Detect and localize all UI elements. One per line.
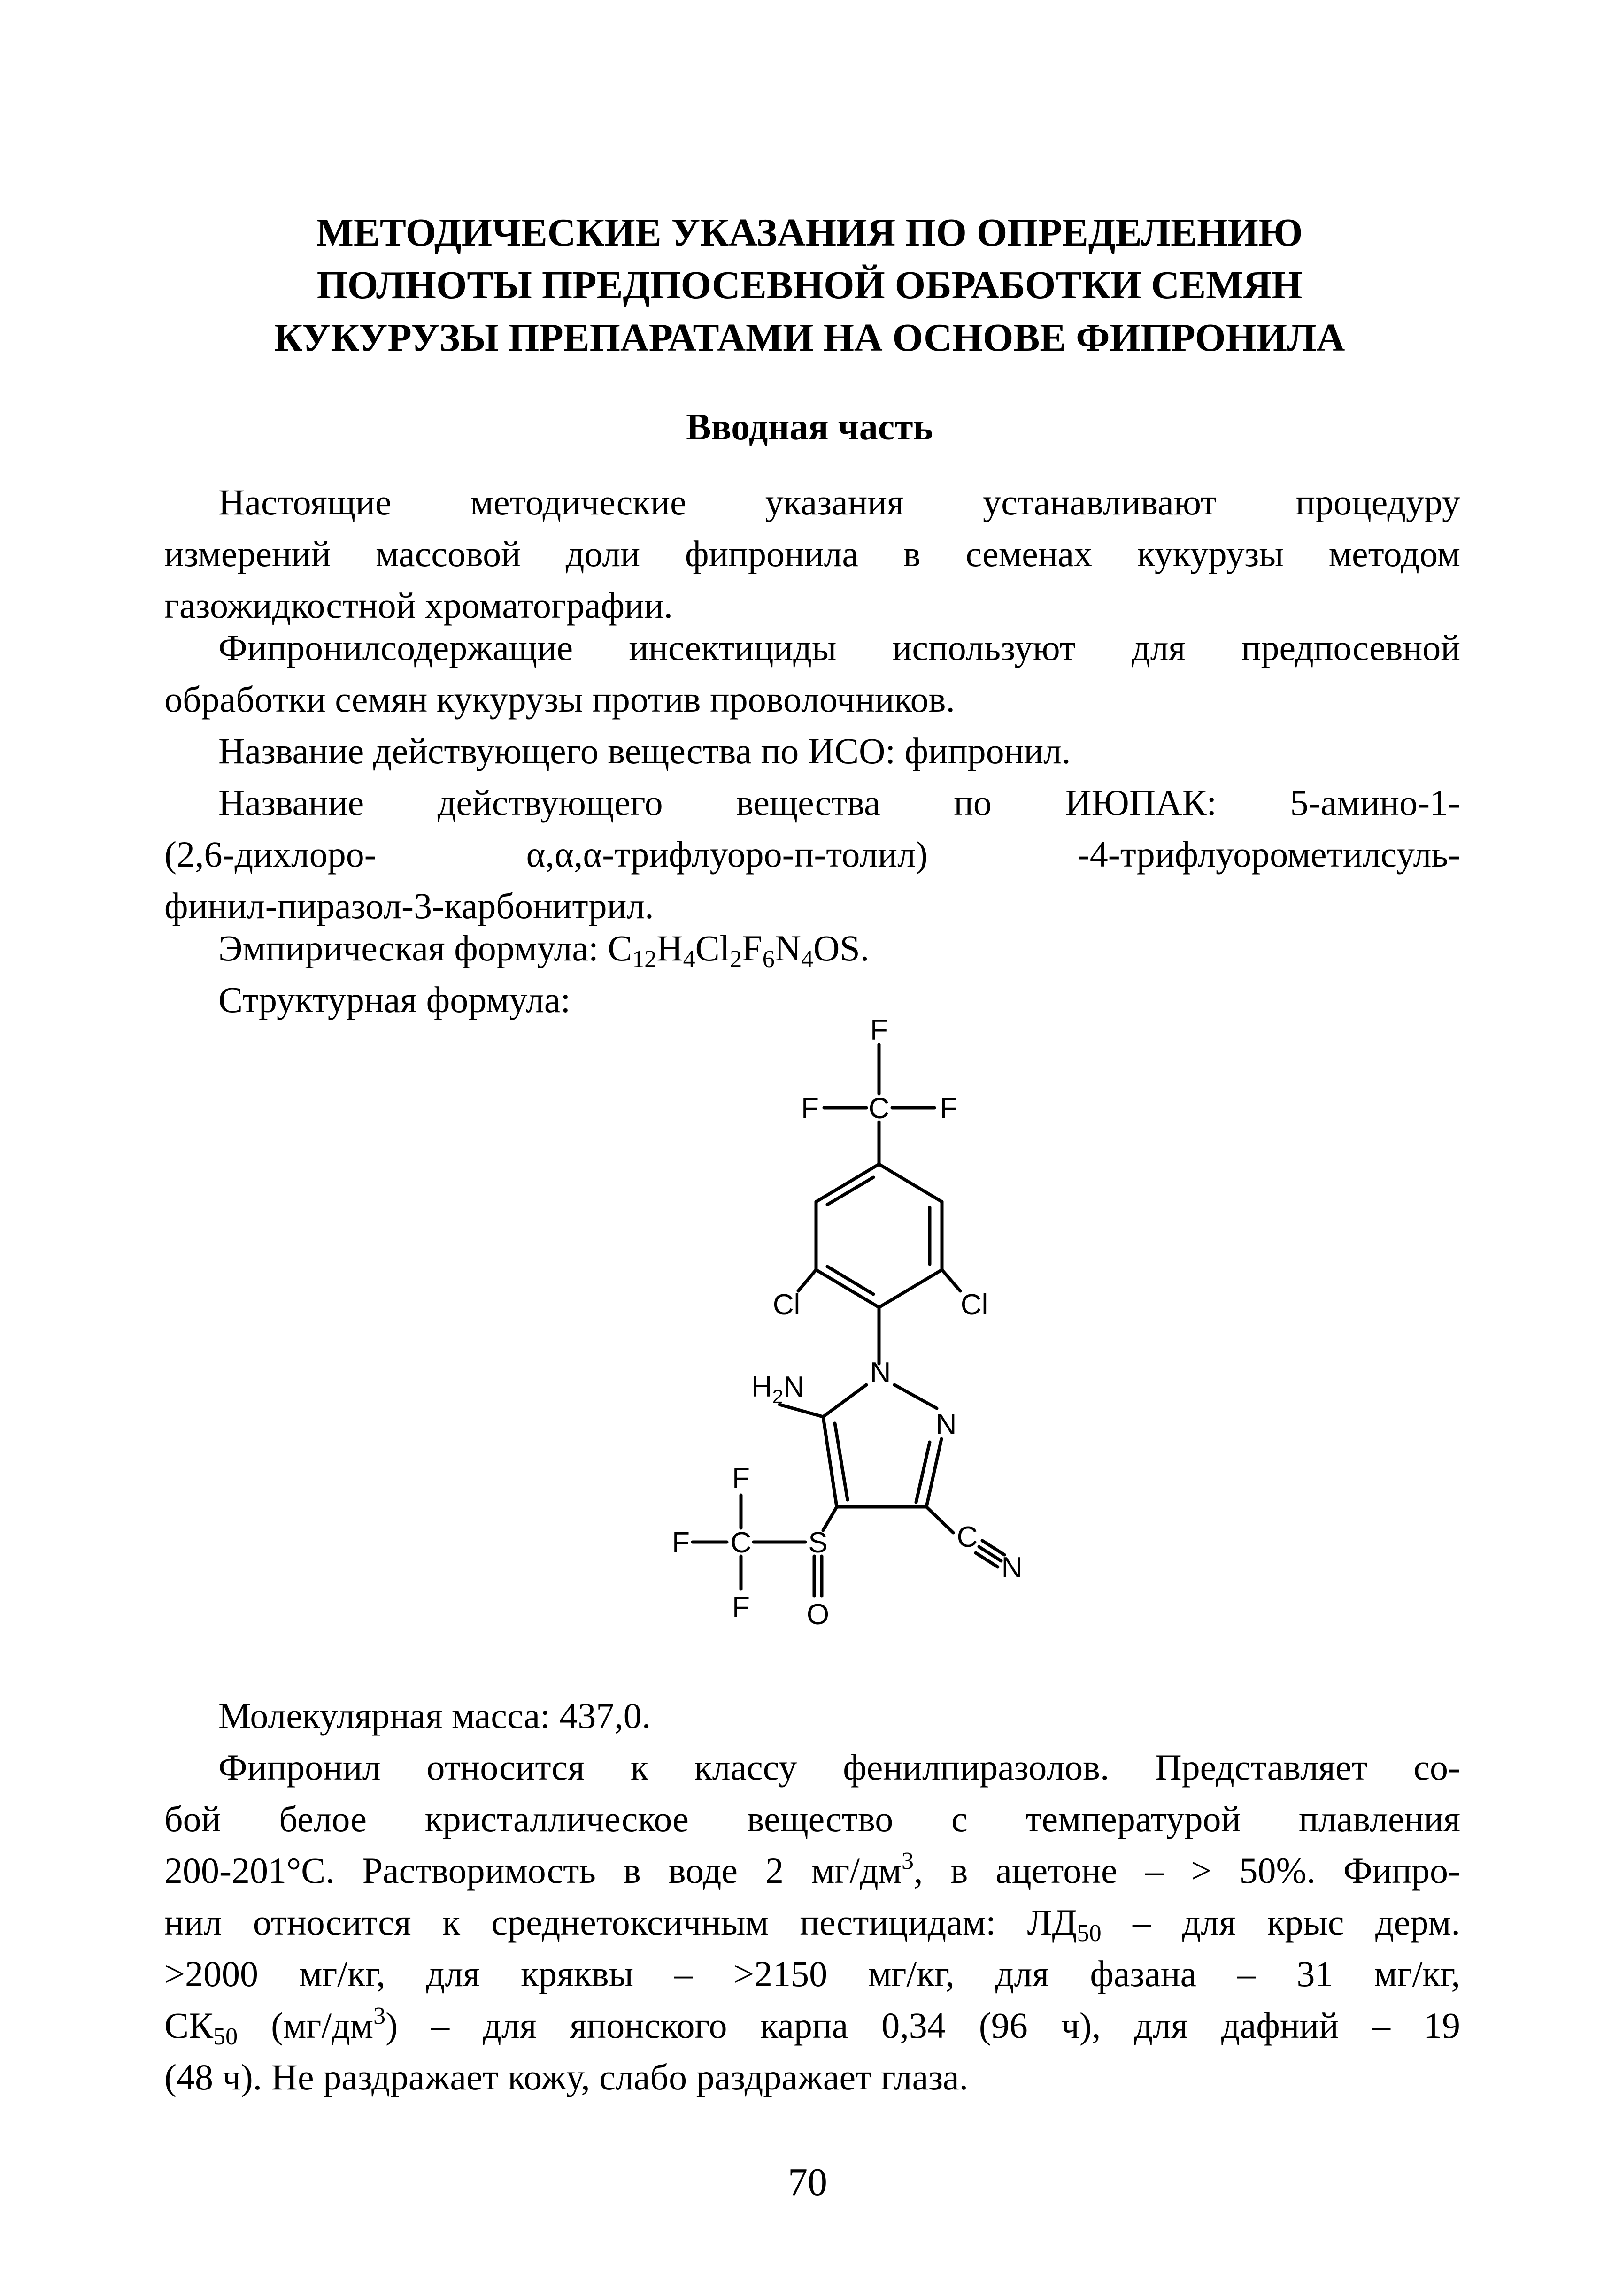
page-number: 70 [788, 2160, 827, 2204]
formula-element: C [608, 928, 632, 968]
document-title [117, 207, 1502, 364]
text-line: обработки семян кукурузы против проволочников. [164, 679, 955, 720]
text-line: (2,6-дихлоро- α,α,α-трифлуоро-п-толил) -4-трифлуорометилсуль- [164, 834, 1460, 875]
formula-subscript: 6 [762, 946, 775, 973]
text-line: финил-пиразол-3-карбонитрил. [164, 885, 654, 926]
text-line: Название действующего вещества по ИСО: фипронил. [218, 730, 1071, 771]
bond [816, 1270, 879, 1307]
text-line: газожидкостной хроматографии. [164, 585, 673, 626]
title-line-1: МЕТОДИЧЕСКИЕ УКАЗАНИЯ ПО ОПРЕДЕЛЕНИЮ [316, 211, 1303, 254]
title-line-3: КУКУРУЗЫ ПРЕПАРАТАМИ НА ОСНОВЕ ФИПРОНИЛА [274, 316, 1345, 360]
formula-element: F [742, 928, 763, 968]
bond [823, 1385, 866, 1417]
formula-subscript: 4 [801, 946, 814, 973]
atom-label: N [870, 1357, 891, 1389]
atom-label: F [672, 1527, 690, 1559]
text-line: >2000 мг/кг, для кряквы – >2150 мг/кг, для фазана – 31 мг/кг, [164, 1953, 1460, 1994]
text-line: 200-201°С. Растворимость в воде 2 $мг/дм^3$, в ацетоне – > 50%. Фипро- [164, 1848, 1460, 1891]
section-heading: Вводная часть [686, 407, 933, 448]
atom-label: F [940, 1092, 957, 1125]
bond [779, 1405, 823, 1417]
bond [879, 1270, 942, 1307]
atom-label-nh2: $H_2N$ [751, 1371, 804, 1407]
atom-label: Cl [772, 1289, 801, 1321]
atom-label: F [732, 1591, 750, 1624]
text-line: Фипронилсодержащие инсектициды используют для предпосевной [218, 627, 1460, 668]
empirical-formula [218, 927, 870, 973]
title-line-2: ПОЛНОТЫ ПРЕДПОСЕВНОЙ ОБРАБОТКИ СЕМЯН [316, 263, 1303, 307]
atom-label: F [870, 1014, 888, 1046]
text-line: Настоящие методические указания устанавливают процедуру [218, 482, 1460, 522]
atom-label: N [1001, 1551, 1023, 1584]
atom-label: F [732, 1462, 750, 1495]
formula-subscript: 12 [632, 946, 657, 973]
text-line: Название действующего вещества по ИЮПАК: 5-амино-1- [218, 782, 1460, 823]
bond [894, 1385, 937, 1408]
formula-subscript: 2 [730, 946, 742, 973]
bond [879, 1164, 942, 1202]
atom-label: S [808, 1527, 828, 1559]
atom-label: C [956, 1521, 978, 1553]
formula-element: H [656, 928, 683, 968]
text-line: Структурная формула: [218, 979, 571, 1020]
text-line: нил относится к среднетоксичным пестицидам: $ЛД_{50}$ – для крыс дерм. [164, 1902, 1460, 1947]
structural-formula-diagram [610, 1014, 1080, 1643]
text-line: бой белое кристаллическое вещество с температурой плавления [164, 1798, 1460, 1839]
text-line: (48 ч). Не раздражает кожу, слабо раздражает глаза. [164, 2057, 969, 2097]
formula-element: OS. [813, 928, 870, 968]
bond [835, 1423, 848, 1500]
atom-label: O [806, 1598, 830, 1631]
text-line: Фипронил относится к классу фенилпиразолов. Представляет со- [218, 1747, 1460, 1788]
bond [942, 1270, 960, 1291]
atom-label: Cl [960, 1289, 988, 1321]
atom-label: N [935, 1408, 957, 1441]
formula-element: Cl [695, 928, 730, 968]
atom-label: C [730, 1527, 752, 1559]
text-line: измерений массовой доли фипронила в семенах кукурузы методом [164, 533, 1460, 574]
bond [916, 1442, 930, 1502]
bonds [693, 1044, 1004, 1596]
text-line: Молекулярная масса: 437,0. [218, 1695, 651, 1736]
formula-subscript: 4 [683, 946, 695, 973]
bond [816, 1164, 879, 1202]
bond [798, 1270, 816, 1291]
bond [926, 1507, 953, 1533]
formula-label: Эмпирическая формула: [218, 928, 608, 968]
text-line: $СК_{50}$ $(мг/дм^3)$ – для японского карпа 0,34 (96 ч), для дафний – 19 [164, 2003, 1460, 2050]
formula-element: N [774, 928, 802, 968]
atom-label: F [801, 1092, 819, 1125]
atom-label: C [868, 1092, 890, 1125]
